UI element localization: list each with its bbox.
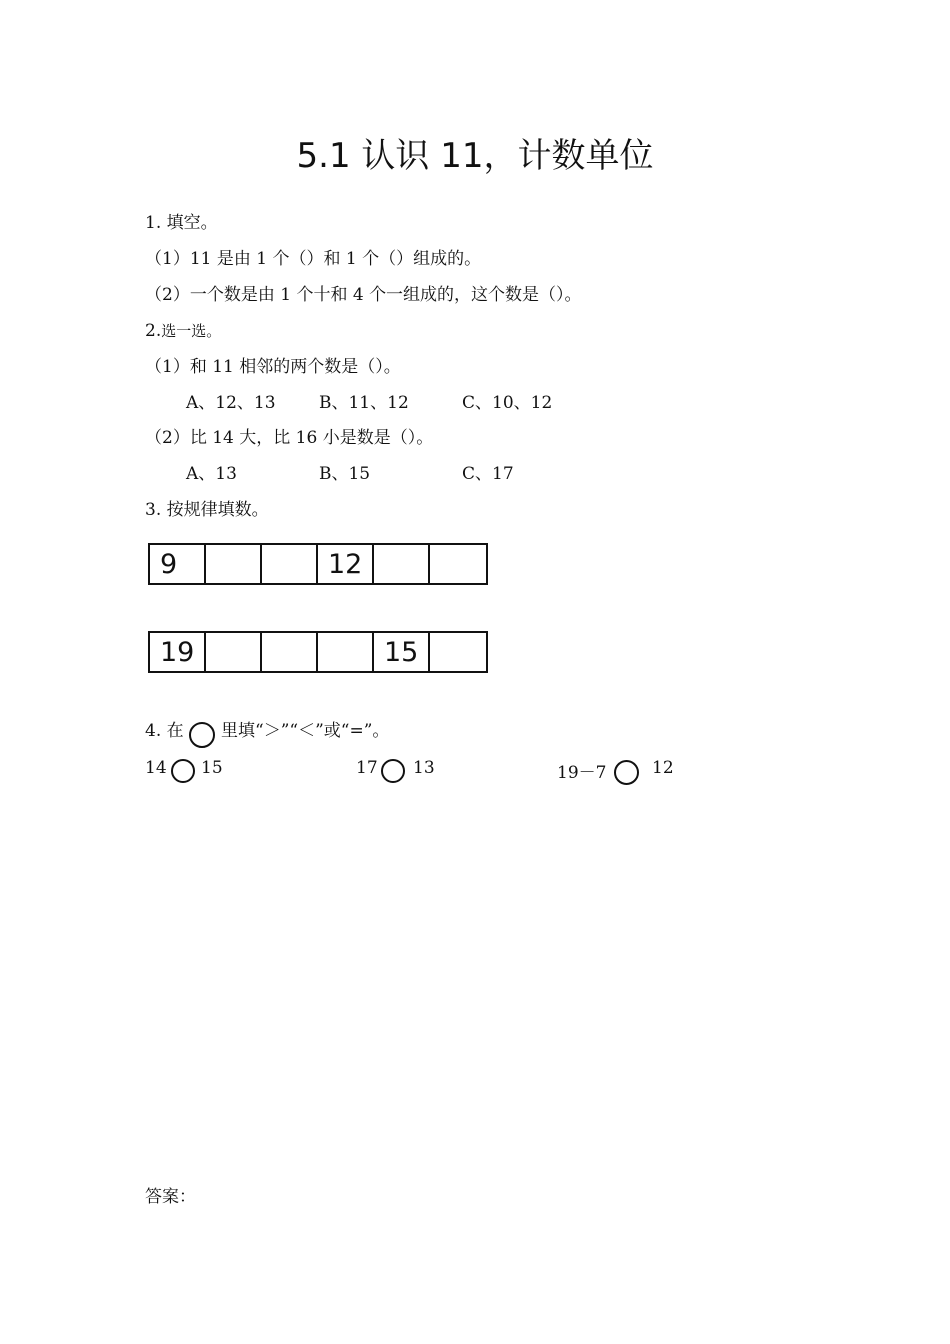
comparison-1-circle[interactable]: [171, 759, 195, 783]
grid-1-cell-1: 9: [150, 545, 206, 583]
sequence-grid-2: [148, 631, 488, 673]
q1-item-1: （1）11 是由 1 个（）和 1 个（）组成的。: [145, 249, 482, 269]
grid-1-cell-3[interactable]: [262, 545, 318, 583]
comparison-1-right: 15: [201, 758, 223, 778]
q2-heading: [145, 321, 221, 341]
q2-q1-option-a: A、12、13: [186, 393, 276, 413]
sequence-grid-1: [148, 543, 488, 585]
grid-2-cell-1: 19: [150, 633, 206, 671]
comparison-3-circle[interactable]: [614, 760, 639, 785]
comparison-2-left: 17: [356, 758, 378, 778]
q2-q2-option-c: C、17: [462, 464, 514, 484]
q3-heading: 3. 按规律填数。: [145, 500, 269, 520]
page-title: 5.1 认识 11，计数单位: [296, 136, 654, 176]
q1-item-2: （2）一个数是由 1 个十和 4 个一组成的，这个数是（）。: [145, 285, 582, 305]
comparison-2-circle[interactable]: [381, 759, 405, 783]
q2-q1-option-b: B、11、12: [319, 393, 409, 413]
grid-1-cell-6[interactable]: [430, 545, 486, 583]
q4-heading-prefix: 4. 在: [145, 721, 184, 741]
grid-1-cell-5[interactable]: [374, 545, 430, 583]
circle-icon: [189, 722, 215, 748]
q2-q2-option-a: A、13: [186, 464, 237, 484]
answer-label: 答案：: [145, 1187, 196, 1207]
q4-heading-suffix: 里填“＞”“＜”或“=”。: [221, 721, 390, 741]
grid-2-cell-4[interactable]: [318, 633, 374, 671]
grid-2-cell-2[interactable]: [206, 633, 262, 671]
comparison-1-left: 14: [145, 758, 167, 778]
q1-heading: 1. 填空。: [145, 213, 218, 233]
q2-q1-option-c: C、10、12: [462, 393, 553, 413]
q2-heading-text: 选一选。: [161, 322, 222, 340]
comparison-3-left: 19－7: [557, 763, 607, 783]
q2-q2-option-b: B、15: [319, 464, 371, 484]
q2-heading-number: 2.: [145, 321, 162, 341]
grid-2-cell-6[interactable]: [430, 633, 486, 671]
q2-question-2: （2）比 14 大，比 16 小是数是（）。: [145, 428, 434, 448]
grid-2-cell-3[interactable]: [262, 633, 318, 671]
grid-1-cell-4: 12: [318, 545, 374, 583]
comparison-3-right: 12: [652, 758, 674, 778]
q2-question-1: （1）和 11 相邻的两个数是（）。: [145, 357, 401, 377]
grid-2-cell-5: 15: [374, 633, 430, 671]
comparison-2-right: 13: [413, 758, 435, 778]
grid-1-cell-2[interactable]: [206, 545, 262, 583]
